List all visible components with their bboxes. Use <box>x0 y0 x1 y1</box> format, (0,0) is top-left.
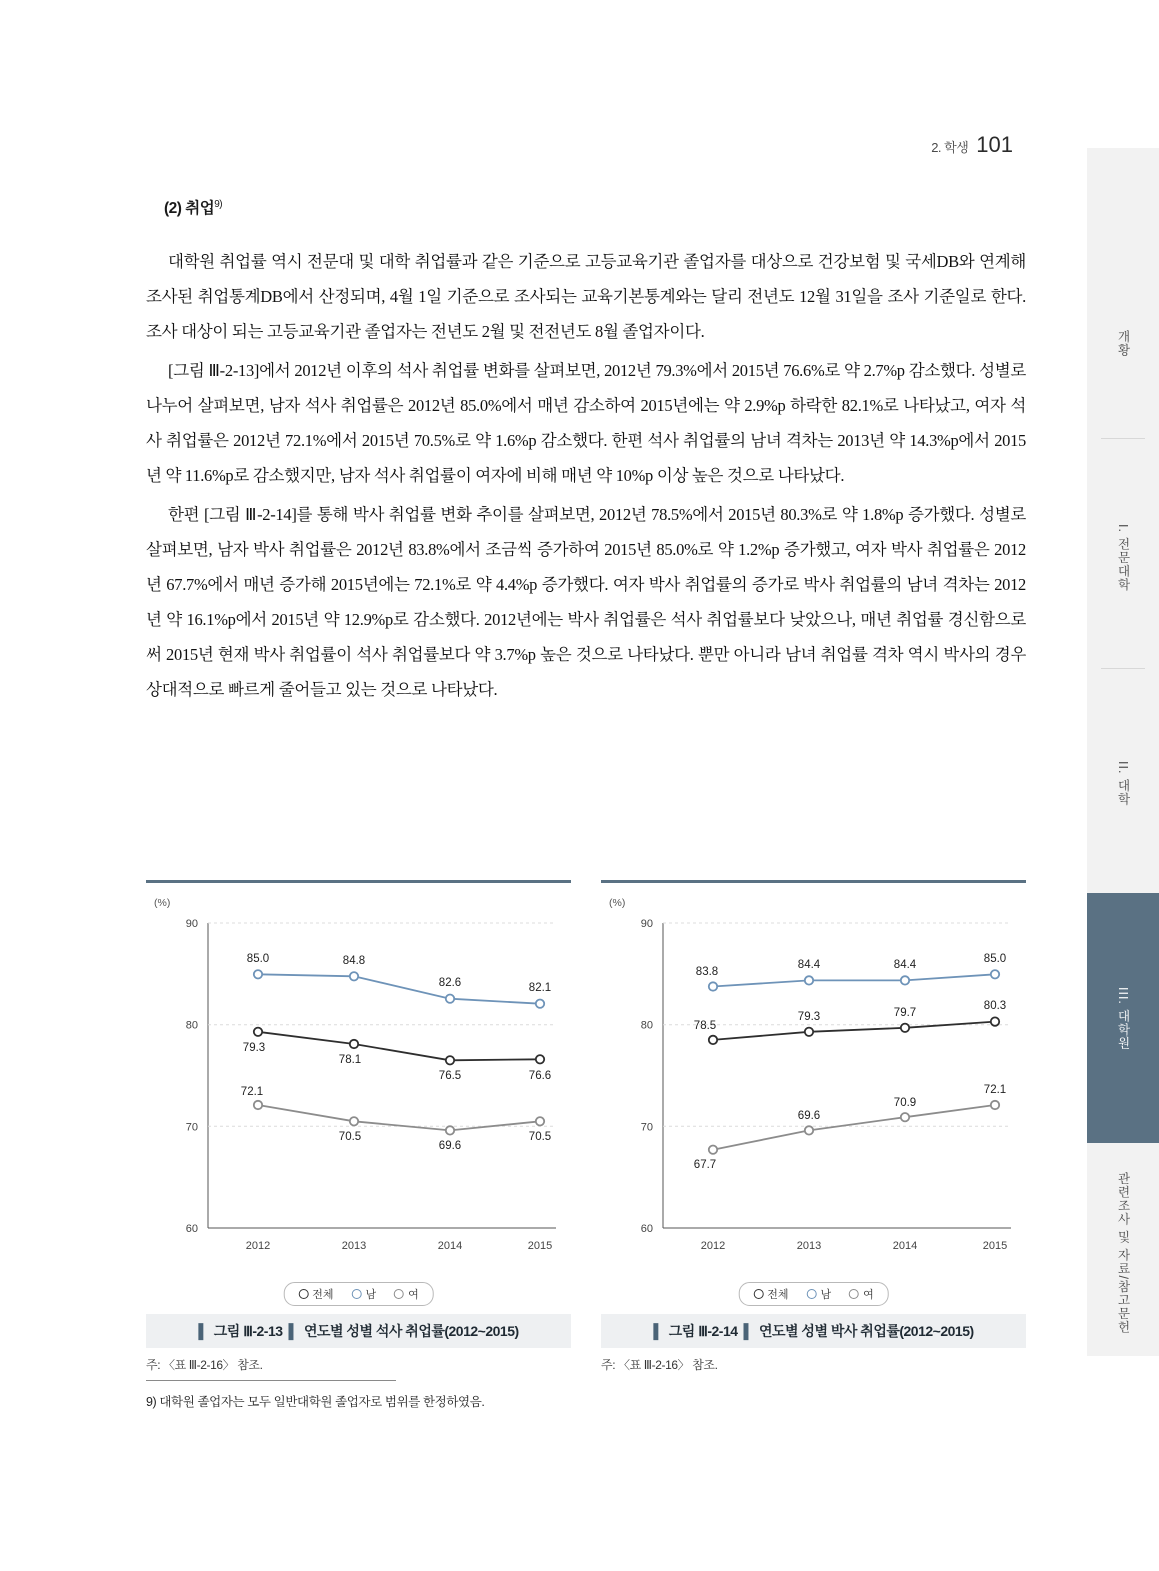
rail-tab-4[interactable] <box>1087 1153 1159 1353</box>
section-heading <box>164 196 1026 218</box>
legend-label-total-2: 전체 <box>767 1289 789 1301</box>
rail-divider-1 <box>1101 668 1145 669</box>
svg-text:60: 60 <box>640 1223 653 1235</box>
svg-text:78.1: 78.1 <box>338 1054 362 1066</box>
legend-label-female-1: 여 <box>408 1289 419 1301</box>
chart-masters <box>146 883 571 1308</box>
chart-container-2 <box>601 883 1026 1308</box>
figure-note-2: 주: 〈표 Ⅲ-2-16〉 참조. <box>601 1358 718 1372</box>
legend-item-total-1 <box>298 1286 333 1302</box>
section-heading-footnote-ref: 9) <box>214 198 223 210</box>
legend-label-female-2: 여 <box>863 1289 874 1301</box>
svg-text:85.0: 85.0 <box>246 953 270 965</box>
rail-tab-1[interactable] <box>1087 468 1159 648</box>
figure-caption-text-1: 연도별 성별 석사 취업률(2012~2015) <box>303 1323 519 1339</box>
rail-divider-0 <box>1101 438 1145 439</box>
figure-caption-bar-right-2: ▌ <box>743 1323 753 1339</box>
svg-text:79.7: 79.7 <box>893 1007 917 1019</box>
figure-caption-bar-left-1: ▌ <box>198 1323 208 1339</box>
rail-tab-label-0: 개황 <box>1116 329 1130 357</box>
section-heading-text: (2) 취업 <box>164 200 215 217</box>
svg-text:60: 60 <box>185 1223 198 1235</box>
svg-text:82.6: 82.6 <box>438 977 462 989</box>
paragraph-1: 대학원 취업률 역시 전문대 및 대학 취업률과 같은 기준으로 고등교육기관 졸업자를 대상으로 건강보험 및 국세DB와 연계해 조사된 취업통계DB에서 산정되며, 4월 1일 기준으로 조사되는 교육기본통계와는 달리 전년도 12월 31일을 조사 기준일로 한다. 조사 대상이 되는 고등교육기관 졸업자는 전년도 2월 및 전전년도 8월 졸업자이다. <box>146 252 1026 341</box>
figure-caption-bar-right-1: ▌ <box>288 1323 298 1339</box>
legend-label-male-1: 남 <box>365 1289 377 1301</box>
legend-marker-total-icon-1 <box>298 1289 308 1299</box>
rail-tab-0[interactable] <box>1087 268 1159 418</box>
chart-container-1 <box>146 883 571 1308</box>
legend-marker-total-icon-2 <box>753 1289 763 1299</box>
svg-text:2012: 2012 <box>245 1240 271 1252</box>
legend-marker-female-icon-2 <box>849 1289 859 1299</box>
chart-legend-2 <box>738 1282 889 1306</box>
figure-doctoral-employment <box>601 880 1026 1373</box>
rail-tab-label-1: I. 전문대학 <box>1116 524 1130 592</box>
figure-caption-text-2: 연도별 성별 박사 취업률(2012~2015) <box>758 1323 974 1339</box>
paragraph-2: [그림 Ⅲ-2-13]에서 2012년 이후의 석사 취업률 변화를 살펴보면, 2012년 79.3%에서 2015년 76.6%로 약 2.7%p 감소했다. 성별로 나누어 살펴보면, 남자 석사 취업률은 2012년 85.0%에서 매년 감소하여 2015년에는 약 2.9%p 하락한 82.1%로 나타났고, 여자 석사 취업률은 2012년 72.1%에서 2015년 70.5%로 약 1.6%p 감소했다. 한편 석사 취업률의 남녀 격차는 2013년 약 14.3%p에서 2015년 약 11.6%p로 감소했지만, 남자 석사 취업률이 여자에 비해 매년 약 10%p 이상 높은 것으로 나타났다. <box>146 361 1026 485</box>
chart-doctoral <box>601 883 1026 1308</box>
legend-item-male-2 <box>806 1286 831 1302</box>
svg-text:2014: 2014 <box>892 1240 918 1252</box>
article-body <box>146 196 1026 711</box>
chart-unit-label-2: (%) <box>609 897 626 909</box>
svg-text:85.0: 85.0 <box>983 953 1007 965</box>
figure-caption-number-1: 그림 Ⅲ-2-13 <box>213 1323 283 1339</box>
svg-text:76.6: 76.6 <box>528 1070 552 1082</box>
svg-text:2013: 2013 <box>796 1240 822 1252</box>
svg-text:84.8: 84.8 <box>342 955 366 967</box>
svg-text:70: 70 <box>185 1121 198 1134</box>
page-header <box>931 132 1013 158</box>
figure-row <box>146 880 1026 1373</box>
svg-text:2015: 2015 <box>982 1240 1008 1252</box>
svg-text:78.5: 78.5 <box>693 1020 717 1032</box>
svg-text:90: 90 <box>185 918 198 930</box>
paragraph-3: 한편 [그림 Ⅲ-2-14]를 통해 박사 취업률 변화 추이를 살펴보면, 2012년 78.5%에서 2015년 80.3%로 약 1.8%p 증가했다. 성별로 살펴보면, 남자 박사 취업률은 2012년 83.8%에서 조금씩 증가하여 2015년 85.0%로 약 1.2%p 증가했고, 여자 박사 취업률은 2012년 67.7%에서 매년 증가해 2015년에는 72.1%로 약 4.4%p 증가했다. 여자 박사 취업률의 증가로 박사 취업률의 남녀 격차는 2012년 약 16.1%p에서 2015년 약 12.9%p로 감소했다. 2012년에는 박사 취업률은 석사 취업률보다 낮았으나, 매년 취업률 경신함으로써 2015년 현재 박사 취업률이 석사 취업률보다 약 3.7%p 높은 것으로 나타났다. 뿐만 아니라 남녀 취업률 격차 역시 박사의 경우 상대적으로 빠르게 줄어들고 있는 것으로 나타났다. <box>146 505 1026 699</box>
svg-text:2014: 2014 <box>437 1240 463 1252</box>
legend-item-female-1 <box>394 1286 419 1302</box>
rail-tab-label-3: III. 대학원 <box>1116 986 1130 1050</box>
svg-text:2013: 2013 <box>341 1240 367 1252</box>
legend-item-male-1 <box>351 1286 376 1302</box>
svg-text:80: 80 <box>185 1019 198 1032</box>
svg-text:83.8: 83.8 <box>695 966 719 978</box>
figure-caption-2 <box>601 1314 1026 1348</box>
svg-text:76.5: 76.5 <box>438 1070 462 1082</box>
svg-text:72.1: 72.1 <box>240 1086 264 1098</box>
svg-text:70.9: 70.9 <box>893 1097 917 1109</box>
figure-note-1: 주: 〈표 Ⅲ-2-16〉 참조. <box>146 1358 263 1372</box>
svg-text:2012: 2012 <box>700 1240 726 1252</box>
svg-text:90: 90 <box>640 918 653 930</box>
footnote-text: 9) 대학원 졸업자는 모두 일반대학원 졸업자로 범위를 한정하였음. <box>146 1395 485 1409</box>
svg-text:2015: 2015 <box>527 1240 553 1252</box>
svg-text:70.5: 70.5 <box>338 1131 362 1143</box>
rail-tab-3[interactable] <box>1087 893 1159 1143</box>
figure-caption-number-2: 그림 Ⅲ-2-14 <box>668 1323 738 1339</box>
figure-caption-bar-left-2: ▌ <box>653 1323 663 1339</box>
header-section-label: 2. 학생 <box>931 140 969 155</box>
chart-legend-1 <box>283 1282 434 1306</box>
svg-text:67.7: 67.7 <box>693 1159 717 1171</box>
legend-marker-male-icon-2 <box>806 1289 816 1299</box>
svg-text:80.3: 80.3 <box>983 1000 1007 1012</box>
chart-unit-label-1: (%) <box>154 897 171 909</box>
svg-text:79.3: 79.3 <box>797 1011 821 1023</box>
svg-text:69.6: 69.6 <box>797 1110 821 1122</box>
figure-masters-employment <box>146 880 571 1373</box>
legend-marker-male-icon-1 <box>351 1289 361 1299</box>
figure-caption-1 <box>146 1314 571 1348</box>
footnote-divider <box>146 1380 396 1381</box>
svg-text:72.1: 72.1 <box>983 1084 1007 1096</box>
rail-tab-label-2: II. 대학 <box>1116 760 1130 806</box>
legend-marker-female-icon-1 <box>394 1289 404 1299</box>
legend-label-male-2: 남 <box>820 1289 832 1301</box>
rail-tab-2[interactable] <box>1087 703 1159 863</box>
legend-item-female-2 <box>849 1286 874 1302</box>
svg-text:69.6: 69.6 <box>438 1140 462 1152</box>
rail-tab-label-4: 관련조사 및 자료/참고문헌 <box>1116 1172 1130 1334</box>
legend-item-total-2 <box>753 1286 788 1302</box>
page-number: 101 <box>976 132 1013 157</box>
svg-text:70.5: 70.5 <box>528 1131 552 1143</box>
svg-text:80: 80 <box>640 1019 653 1032</box>
side-tab-rail <box>1087 148 1159 1356</box>
svg-text:84.4: 84.4 <box>893 959 917 971</box>
svg-text:79.3: 79.3 <box>242 1042 266 1054</box>
svg-text:70: 70 <box>640 1121 653 1134</box>
legend-label-total-1: 전체 <box>312 1289 334 1301</box>
svg-text:82.1: 82.1 <box>528 982 552 994</box>
svg-text:84.4: 84.4 <box>797 959 821 971</box>
